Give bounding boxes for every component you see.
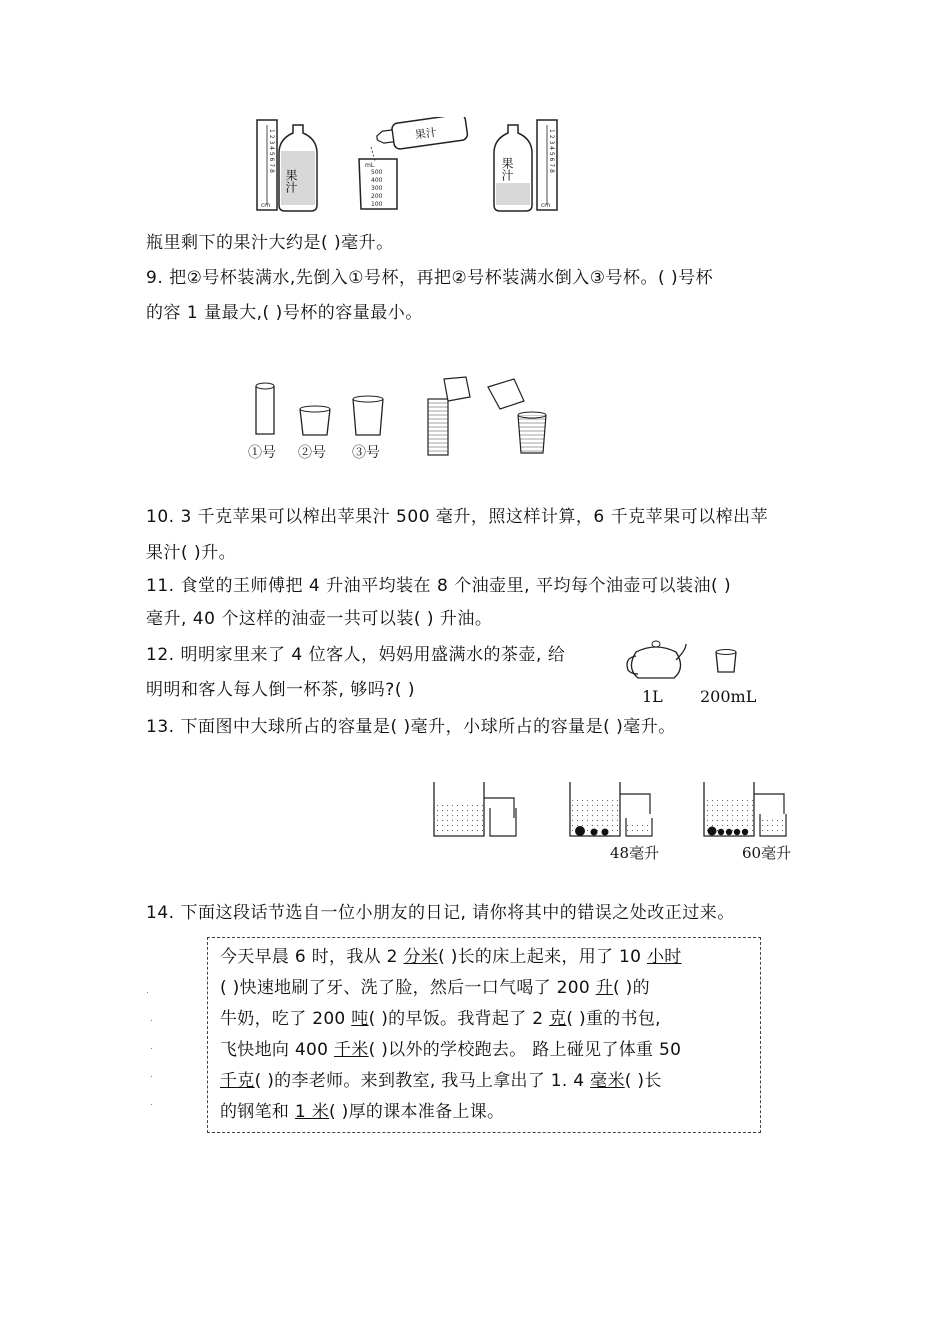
ruler-numbers-right: 1 2 3 4 5 6 7 8	[548, 129, 555, 173]
q8-answer-line: 瓶里剩下的果汁大约是( )毫升。	[146, 233, 394, 253]
diary-box	[207, 937, 761, 1133]
cup-2	[300, 406, 330, 435]
measuring-cup	[359, 147, 397, 209]
diary-line-2: ( )快速地刷了牙、洗了脸，然后一口气喝了 200 升( )的	[220, 978, 650, 998]
q12-line2: 明明和客人每人倒一杯茶, 够吗?( )	[146, 680, 415, 700]
ruler-numbers-left: 1 2 3 4 5 6 7 8	[268, 129, 275, 173]
juice-bottle-pouring	[375, 117, 468, 152]
q10-line1: 10. 3 千克苹果可以榨出苹果汁 500 毫升，照这样计算，6 千克苹果可以榨出苹	[146, 507, 769, 527]
ruler-right	[537, 120, 557, 210]
q14-intro: 14. 下面这段话节选自一位小朋友的日记, 请你将其中的错误之处改正过来。	[146, 903, 735, 923]
svg-text:400: 400	[371, 177, 383, 184]
svg-text:500: 500	[371, 169, 383, 176]
cup-label-1: ①号	[248, 445, 276, 461]
svg-text:200: 200	[371, 193, 383, 200]
ruler-unit-right: cm	[541, 202, 551, 209]
pour-into-cup-1	[428, 377, 470, 455]
q9-line2: 的容 1 量最大,( )号杯的容量最小。	[146, 303, 423, 323]
cup-label-2: ②号	[298, 445, 326, 461]
cup-icon	[716, 650, 736, 673]
ruler-left	[257, 120, 277, 210]
teapot-icon	[627, 641, 686, 678]
diary-line-5: 千克( )的李老师。来到教室, 我马上拿出了 1. 4 毫米( )长	[220, 1071, 662, 1091]
q12-line1: 12. 明明家里来了 4 位客人，妈妈用盛满水的茶壶, 给	[146, 645, 566, 665]
bottle-label-pouring: 果汁	[414, 125, 438, 142]
bottle-label-left: 果汁	[284, 169, 298, 193]
q9-cups-figure	[248, 373, 558, 465]
q13-line: 13. 下面图中大球所占的容量是( )毫升，小球所占的容量是( )毫升。	[146, 717, 676, 737]
margin-mark: .	[150, 1042, 153, 1052]
teapot-label: 1L	[642, 687, 663, 706]
diary-line-3: 牛奶，吃了 200 吨( )的早饭。我背起了 2 克( )重的书包,	[220, 1009, 661, 1029]
cup-capacity-label: 200mL	[700, 687, 757, 706]
juice-bottle-left	[279, 125, 317, 211]
pour-into-cup-3	[488, 379, 546, 453]
q9-line1: 9. 把②号杯装满水,先倒入①号杯，再把②号杯装满水倒入③号杯。( )号杯	[146, 268, 714, 288]
diary-line-1: 今天早晨 6 时，我从 2 分米( )长的床上起来，用了 10 小时	[220, 947, 682, 967]
svg-text:300: 300	[371, 185, 383, 192]
container-small-balls	[704, 782, 786, 836]
cup-label-3: ③号	[352, 445, 380, 461]
container-big-balls	[570, 782, 652, 836]
cup-3	[353, 396, 383, 435]
margin-mark: .	[150, 1070, 153, 1080]
margin-mark: .	[150, 1014, 153, 1024]
margin-mark: .	[150, 1098, 153, 1108]
q8-juice-figure	[253, 117, 563, 215]
container-empty	[434, 782, 516, 836]
q13-balls-figure	[430, 778, 810, 864]
margin-mark: .	[146, 986, 149, 996]
ruler-unit-left: cm	[261, 202, 271, 209]
cup-1	[256, 383, 274, 434]
label-48ml: 48毫升	[610, 844, 660, 862]
q11-line1: 11. 食堂的王师傅把 4 升油平均装在 8 个油壶里, 平均每个油壶可以装油( )	[146, 576, 732, 596]
diary-line-4: 飞快地向 400 千米( )以外的学校跑去。 路上碰见了体重 50	[220, 1040, 682, 1060]
diary-line-6: 的钢笔和 1 米( )厚的课本准备上课。	[220, 1102, 505, 1122]
label-60ml: 60毫升	[742, 844, 792, 862]
svg-text:mL: mL	[365, 162, 375, 169]
juice-bottle-right	[494, 125, 532, 211]
q12-teapot-figure	[620, 636, 770, 706]
q11-line2: 毫升, 40 个这样的油壶一共可以装( ) 升油。	[146, 609, 493, 629]
q10-line2: 果汁( )升。	[146, 543, 237, 563]
svg-text:100: 100	[371, 201, 383, 208]
bottle-label-right: 果汁	[500, 157, 514, 181]
